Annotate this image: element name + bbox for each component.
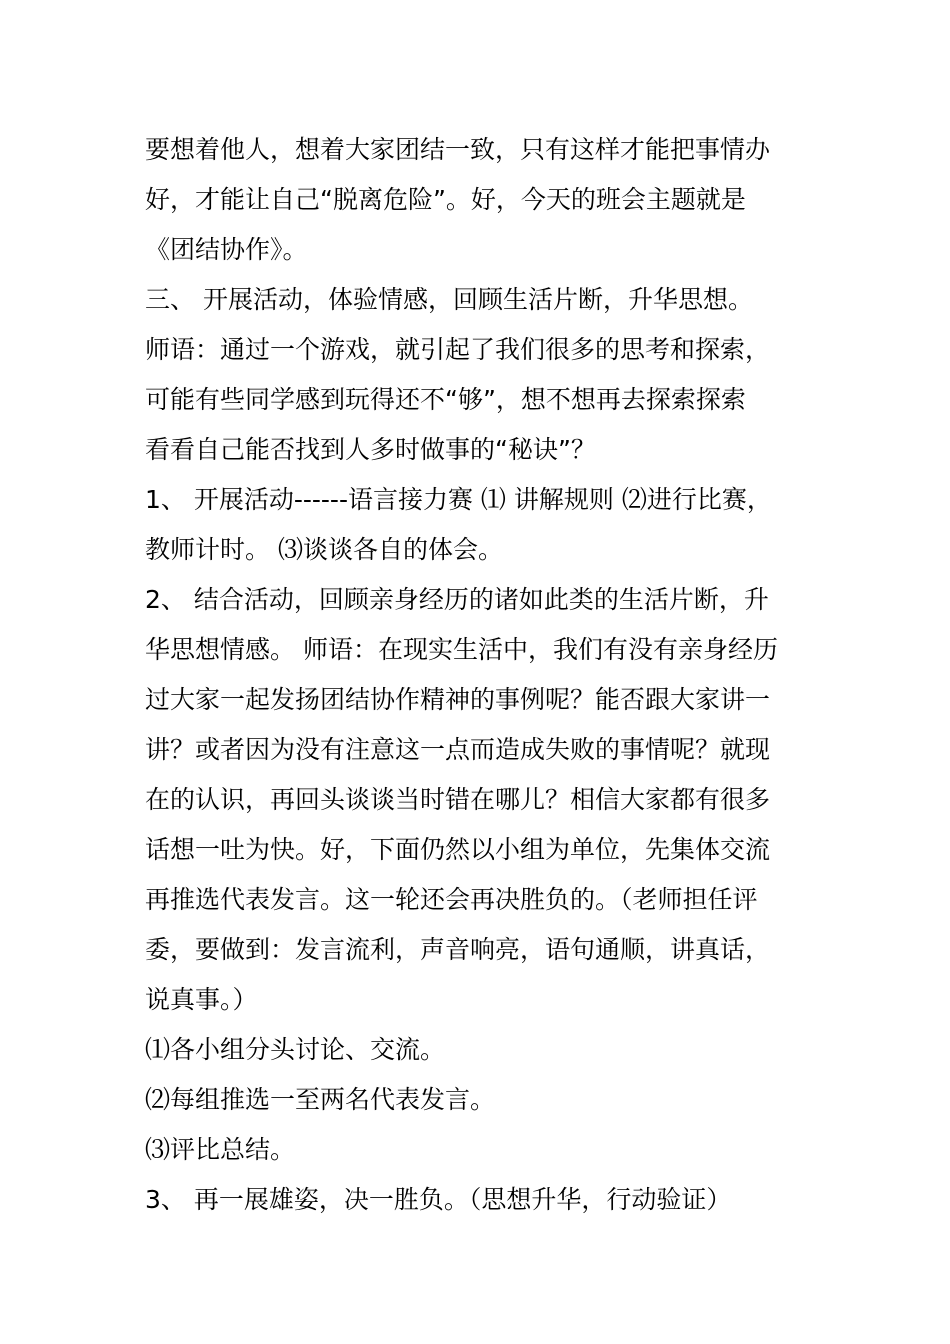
text-line: 要想着他人，想着大家团结一致，只有这样才能把事情办 [145, 135, 771, 164]
text-line: 华思想情感。 师语：在现实生活中，我们有没有亲身经历 [145, 635, 778, 664]
text-line: 师语：通过一个游戏，就引起了我们很多的思考和探索， [145, 335, 771, 364]
text-line: 《团结协作》。 [145, 235, 308, 264]
text-line: 话想一吐为快。好，下面仍然以小组为单位，先集体交流 [145, 835, 771, 864]
text-line: 过大家一起发扬团结协作精神的事例呢？能否跟大家讲一 [145, 685, 771, 714]
section-heading: 三、 开展活动，体验情感，回顾生活片断，升华思想。 [145, 285, 753, 314]
list-item: 3、 再一展雄姿，决一胜负。（思想升华，行动验证） [145, 1185, 732, 1214]
list-item: 2、 结合活动，回顾亲身经历的诸如此类的生活片断，升 [145, 585, 769, 614]
text-line: 可能有些同学感到玩得还不“够”，想不想再去探索探索 [145, 385, 746, 414]
list-item: ⑵每组推选一至两名代表发言。 [145, 1085, 496, 1114]
text-line: 看看自己能否找到人多时做事的“秘诀”？ [145, 435, 596, 464]
list-item: ⑴各小组分头讨论、交流。 [145, 1035, 446, 1064]
text-line: 说真事。） [145, 985, 258, 1014]
text-line: 在的认识，再回头谈谈当时错在哪儿？相信大家都有很多 [145, 785, 771, 814]
list-item: ⑶评比总结。 [145, 1135, 296, 1164]
list-item: 1、 开展活动------语言接力赛 ⑴ 讲解规则 ⑵进行比赛， [145, 485, 772, 514]
text-line: 教师计时。 ⑶谈谈各自的体会。 [145, 535, 503, 564]
text-line: 讲？或者因为没有注意这一点而造成失败的事情呢？就现 [145, 735, 771, 764]
text-line: 好，才能让自己“脱离危险”。好，今天的班会主题就是 [145, 185, 746, 214]
text-line: 委，要做到：发言流利，声音响亮，语句通顺，讲真话， [145, 935, 771, 964]
text-line: 再推选代表发言。这一轮还会再决胜负的。（老师担任评 [145, 885, 758, 914]
